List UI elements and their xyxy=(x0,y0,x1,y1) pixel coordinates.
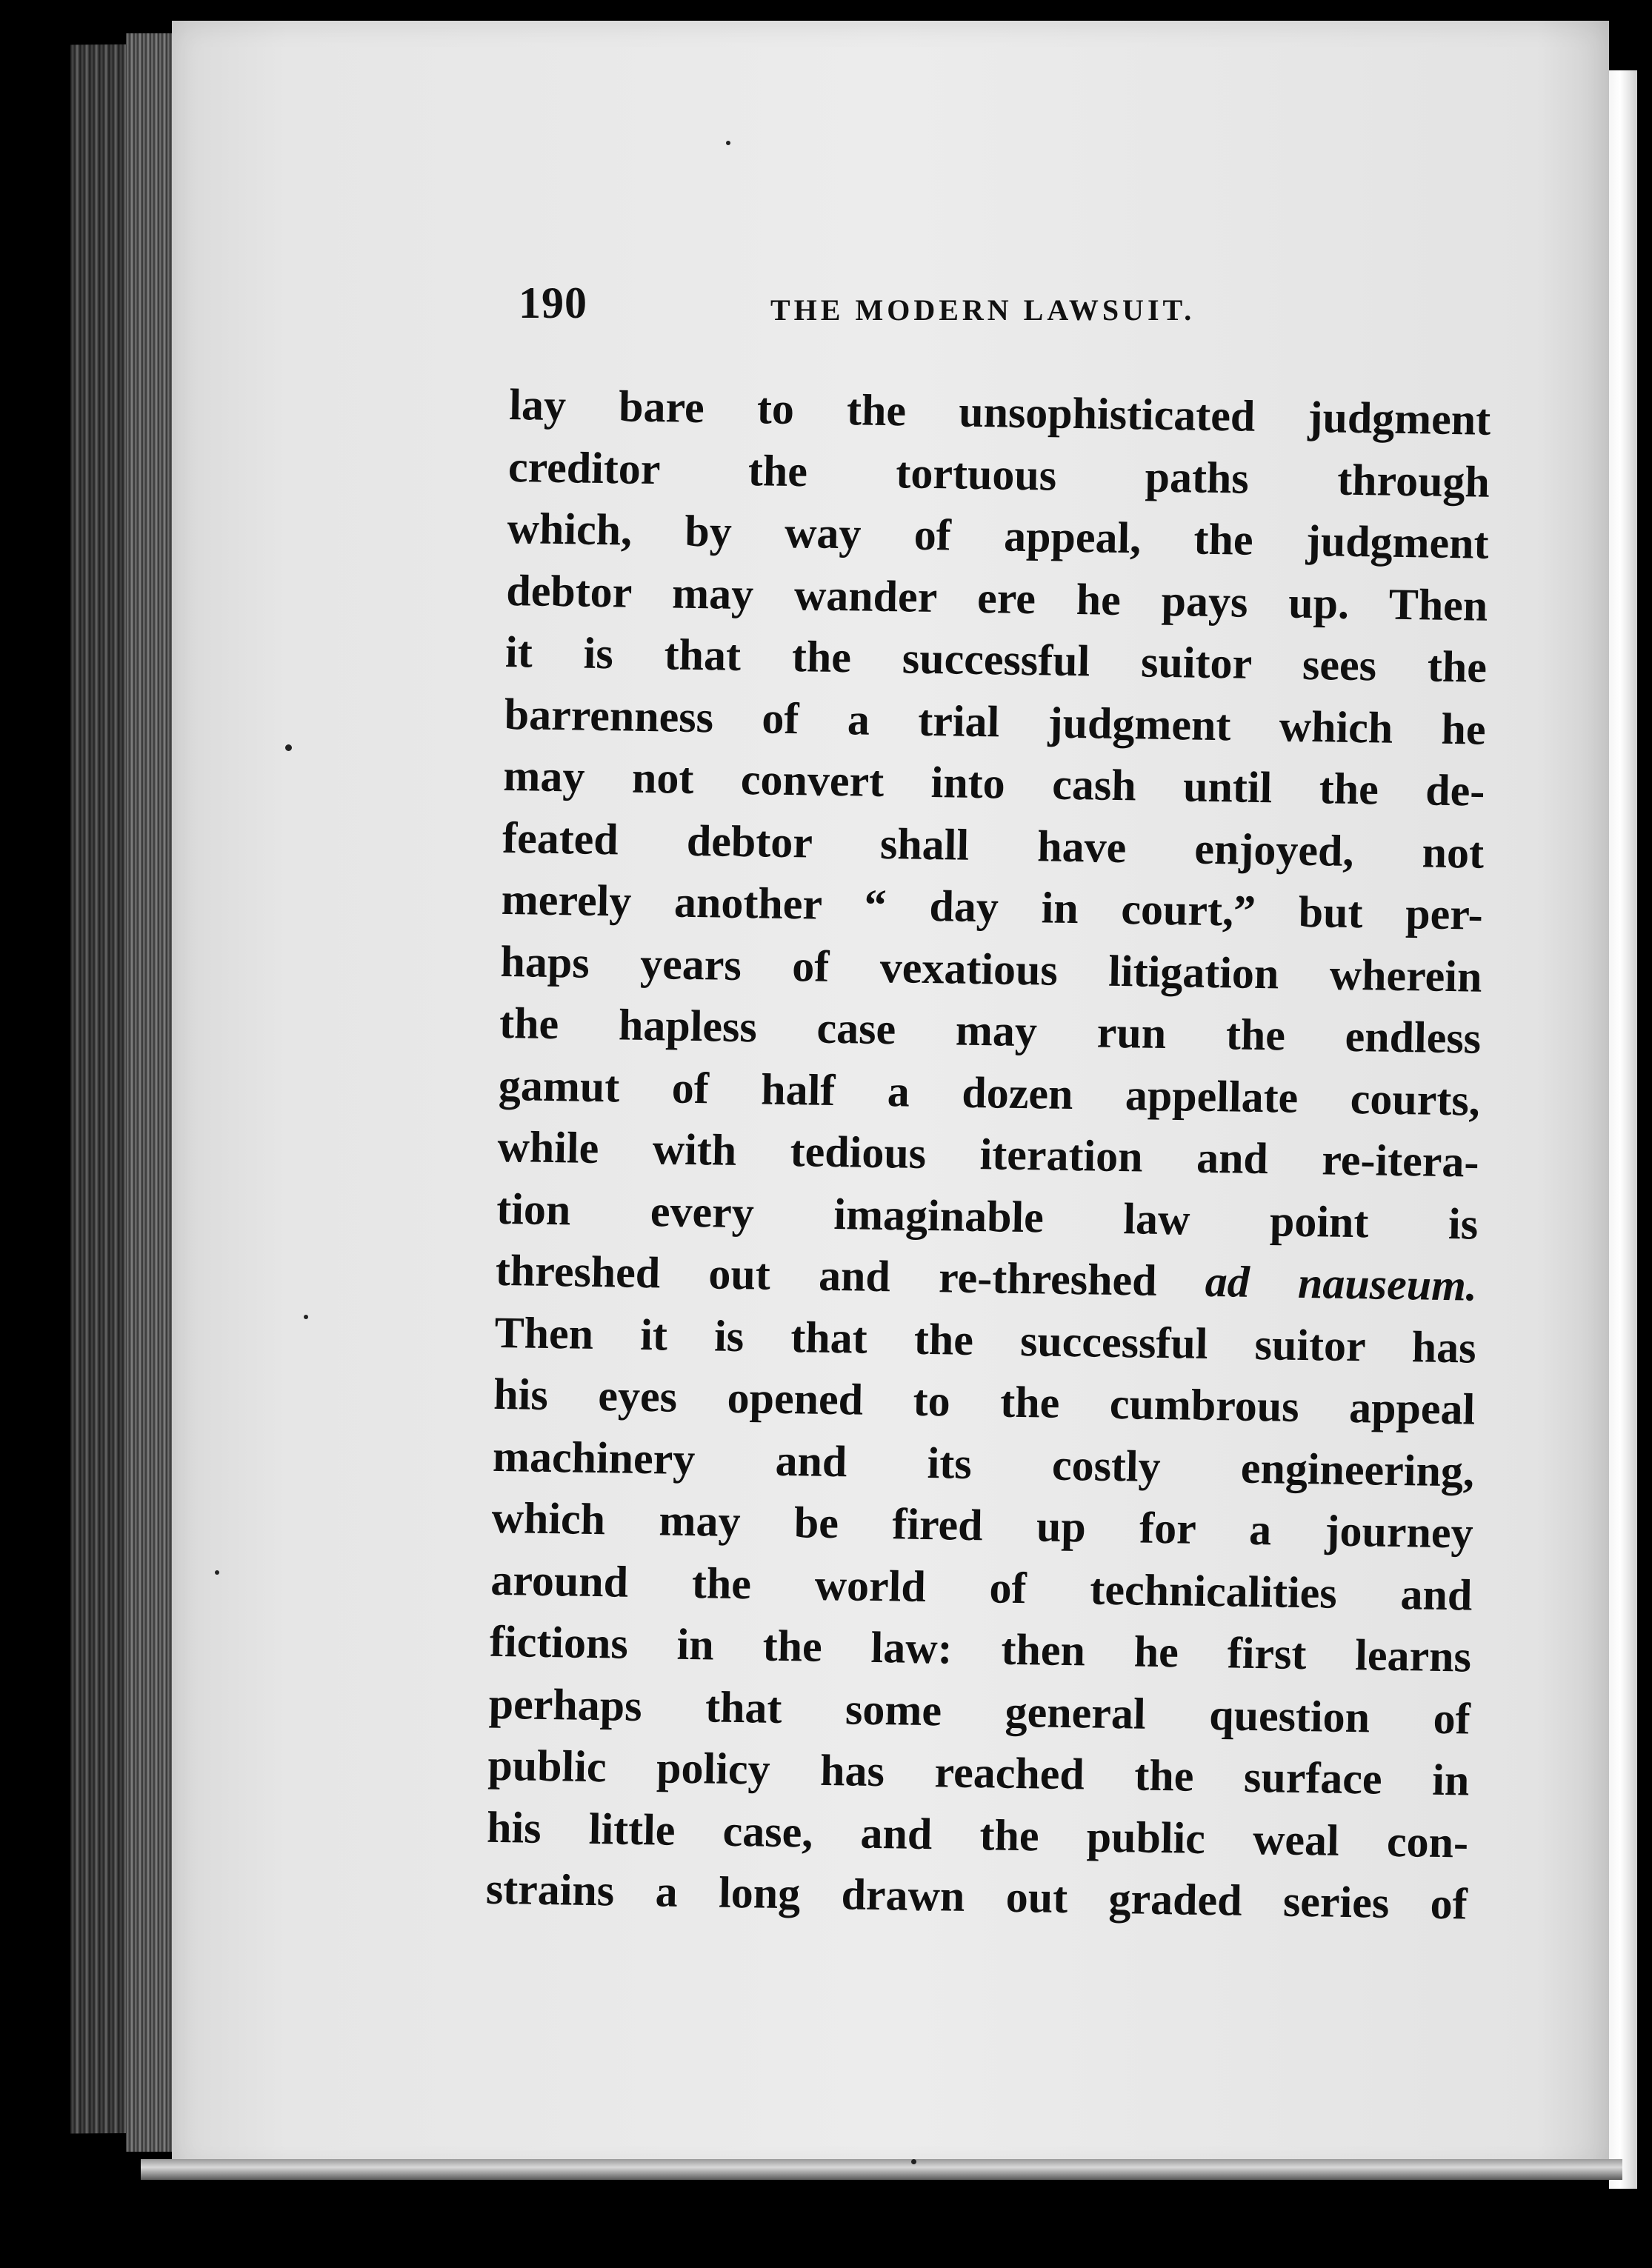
text-line: fictions in the law: then he first learns xyxy=(489,1616,1472,1681)
text-line: his little case, and the public weal con- xyxy=(486,1802,1469,1867)
text-line: debtor may wander ere he pays up. Then xyxy=(505,565,1488,630)
page-bottom-edge xyxy=(141,2159,1622,2180)
text-line: machinery and its costly engineering, xyxy=(492,1431,1475,1496)
text-line: which may be fired up for a journey xyxy=(491,1492,1474,1558)
text-line: feated debtor shall have enjoyed, not xyxy=(502,813,1485,878)
page-header xyxy=(519,278,1556,337)
text-line: public policy has reached the surface in xyxy=(487,1740,1470,1805)
scan-speck xyxy=(215,1570,219,1575)
text-line: perhaps that some general question of xyxy=(488,1678,1471,1744)
text-line: around the world of technicalities and xyxy=(490,1555,1473,1620)
text-line: tion every imaginable law point is xyxy=(496,1184,1479,1249)
text-line: haps years of vexatious litigation wherein xyxy=(500,936,1482,1001)
scan-speck xyxy=(911,2159,916,2164)
text-line: barrenness of a trial judgment which he xyxy=(504,689,1487,754)
text-line: it is that the successful suitor sees the xyxy=(504,627,1488,692)
text-line: creditor the tortuous paths through xyxy=(507,441,1491,507)
text-line: his eyes opened to the cumbrous appeal xyxy=(493,1369,1476,1434)
text-line: merely another “ day in court,” but per- xyxy=(501,874,1484,939)
scan-speck xyxy=(285,744,292,751)
text-line: the hapless case may run the endless xyxy=(499,998,1482,1063)
text-line: strains a long drawn out graded series of xyxy=(485,1864,1468,1929)
scan-speck xyxy=(304,1315,308,1319)
text-line: lay bare to the unsophisticated judgment xyxy=(508,379,1491,444)
page-right-edge xyxy=(1609,70,1637,2189)
italic-phrase: ad nauseum. xyxy=(1205,1256,1478,1310)
text-line: while with tedious iteration and re-itera- xyxy=(497,1121,1479,1187)
text-line: which, by way of appeal, the judgment xyxy=(507,503,1490,568)
text-line: may not convert into cash until the de- xyxy=(502,750,1485,816)
text-line: gamut of half a dozen appellate courts, xyxy=(498,1060,1481,1125)
running-head: THE MODERN LAWSUIT. xyxy=(770,293,1196,327)
body-text xyxy=(485,374,1491,1935)
page-number: 190 xyxy=(519,279,587,327)
scan-speck xyxy=(726,141,730,145)
text-line-start: threshed out and re-threshed xyxy=(495,1245,1206,1306)
text-line: Then it is that the successful suitor has xyxy=(494,1307,1477,1373)
